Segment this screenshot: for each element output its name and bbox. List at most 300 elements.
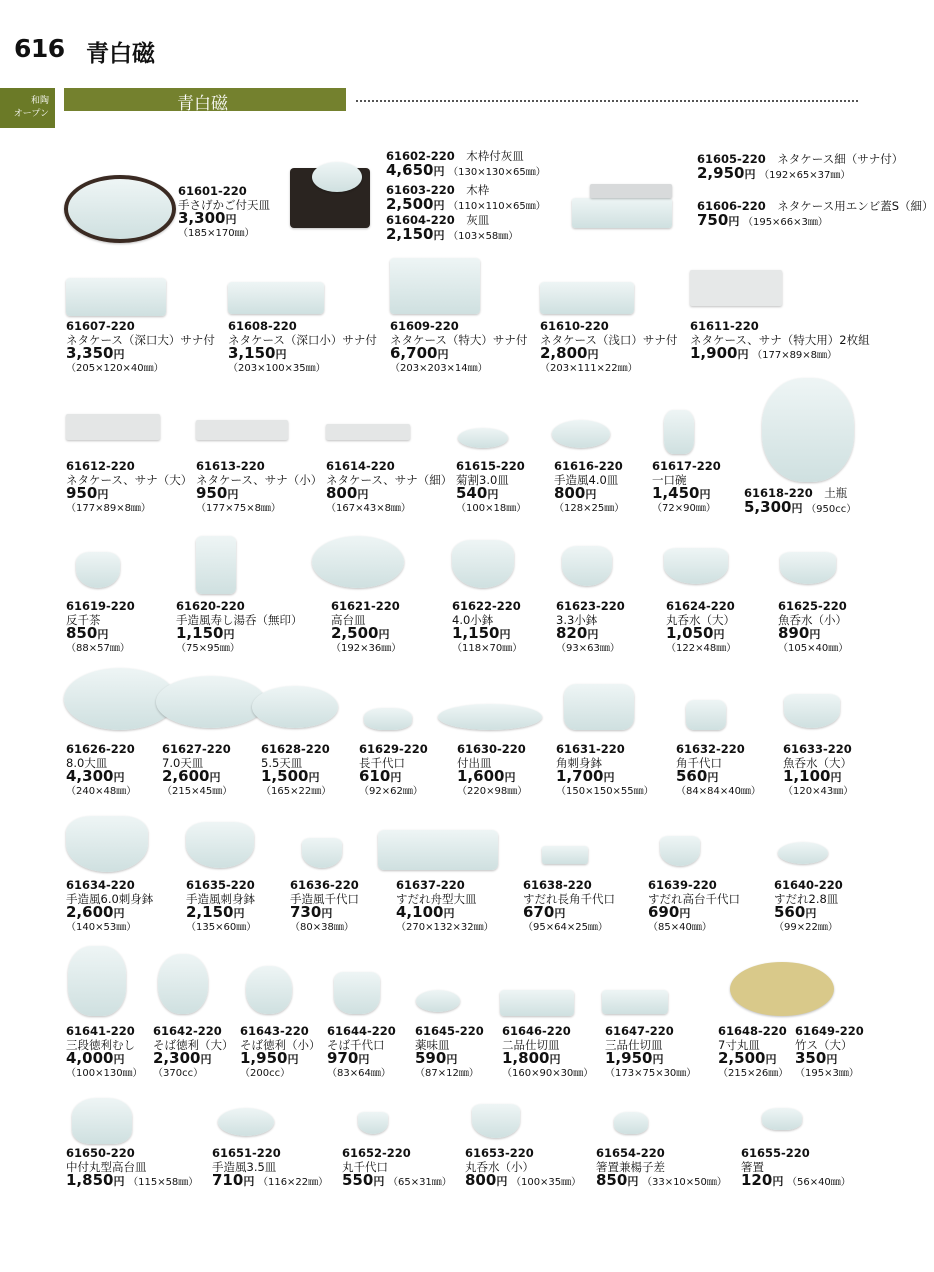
product-name: 木枠付灰皿 xyxy=(466,149,524,163)
product-spec: （80×38㎜） xyxy=(290,921,354,933)
product-name: 箸置 xyxy=(741,1159,764,1174)
product-spec: （75×95㎜） xyxy=(176,642,240,654)
product-name: 5.5天皿 xyxy=(261,755,303,770)
product-price: 1,100 xyxy=(783,767,831,785)
product-code: 61631-220 xyxy=(556,742,625,756)
product-item[interactable] xyxy=(386,214,518,243)
takadai-round-plate-photo xyxy=(72,1098,132,1144)
product-item[interactable] xyxy=(666,600,736,655)
banner-dotted-rule xyxy=(356,100,858,102)
product-code: 61637-220 xyxy=(396,878,465,892)
product-item[interactable] xyxy=(331,600,401,655)
product-code: 61607-220 xyxy=(66,319,135,333)
product-price: 4,300 xyxy=(66,767,114,785)
product-name: 長千代口 xyxy=(359,755,405,770)
product-spec: （167×43×8㎜） xyxy=(326,502,411,514)
product-item[interactable] xyxy=(556,743,654,798)
product-name: そば徳利（小） xyxy=(240,1037,321,1052)
product-spec: （65×31㎜） xyxy=(387,1177,452,1188)
product-name: 菊割3.0皿 xyxy=(456,472,509,487)
category-banner xyxy=(64,88,346,114)
product-item[interactable] xyxy=(66,600,135,655)
product-name: 三段徳利むし xyxy=(66,1037,135,1052)
product-price: 560 xyxy=(676,767,708,785)
product-item[interactable] xyxy=(795,1025,864,1080)
kobachi-4-photo xyxy=(452,540,514,588)
yen-unit: 円 xyxy=(308,771,320,784)
product-code: 61650-220 xyxy=(66,1146,135,1160)
yen-unit: 円 xyxy=(728,214,740,228)
product-price: 2,500 xyxy=(718,1049,766,1067)
product-spec: （56×40㎜） xyxy=(786,1177,851,1188)
product-code: 61604-220 xyxy=(386,213,455,227)
tonsui-fish-large-photo xyxy=(784,694,840,728)
product-name: 手造風寿し湯呑（無印） xyxy=(176,612,303,627)
product-spec: （950cc） xyxy=(806,503,857,515)
product-price: 2,950 xyxy=(697,163,745,182)
product-item[interactable] xyxy=(66,1147,198,1190)
yen-unit: 円 xyxy=(227,488,239,501)
product-spec: （270×132×32㎜） xyxy=(396,921,494,933)
ashtray-photo xyxy=(312,162,362,192)
tenzara-7-photo xyxy=(156,676,266,728)
product-spec: （84×84×40㎜） xyxy=(676,785,761,797)
product-spec: （370cc） xyxy=(153,1067,204,1079)
tezukuri-35-plate-photo xyxy=(218,1108,274,1136)
yen-unit: 円 xyxy=(373,1175,385,1188)
yen-unit: 円 xyxy=(390,771,402,784)
product-price: 690 xyxy=(648,903,680,921)
product-code: 61636-220 xyxy=(290,878,359,892)
product-item[interactable] xyxy=(690,320,870,363)
product-price: 890 xyxy=(778,624,810,642)
yen-unit: 円 xyxy=(321,907,333,920)
product-name: 3.3小鉢 xyxy=(556,612,598,627)
section-tab-line-2: オープン xyxy=(13,109,49,119)
product-code: 61645-220 xyxy=(415,1024,484,1038)
product-spec: （118×70㎜） xyxy=(452,642,523,654)
product-item[interactable] xyxy=(778,600,848,655)
soba-chokuguchi-photo xyxy=(334,972,380,1014)
section-tab[interactable] xyxy=(0,88,55,128)
product-price: 4,000 xyxy=(66,1049,114,1067)
product-spec: （105×40㎜） xyxy=(778,642,849,654)
product-spec: （215×45㎜） xyxy=(162,785,233,797)
product-code: 61644-220 xyxy=(327,1024,396,1038)
product-spec: （130×130×65㎜） xyxy=(448,166,546,178)
product-code: 61611-220 xyxy=(690,319,759,333)
product-item[interactable] xyxy=(162,743,232,798)
yen-unit: 円 xyxy=(627,1175,639,1188)
tonsui-small-photo xyxy=(780,552,836,584)
product-price: 590 xyxy=(415,1049,447,1067)
product-name: 木枠 xyxy=(466,183,490,197)
product-name: ネタケース、サナ（特大用）2枚組 xyxy=(690,332,870,347)
product-name: ネタケース、サナ（細） xyxy=(326,472,453,487)
product-spec: （160×90×30㎜） xyxy=(502,1067,594,1079)
product-item[interactable] xyxy=(176,600,303,655)
yen-unit: 円 xyxy=(287,1053,299,1066)
product-code: 61623-220 xyxy=(556,599,625,613)
product-price: 1,150 xyxy=(176,624,224,642)
yen-unit: 円 xyxy=(433,164,445,178)
product-code: 61632-220 xyxy=(676,742,745,756)
product-code: 61653-220 xyxy=(465,1146,534,1160)
product-price: 1,700 xyxy=(556,767,604,785)
product-name: ネタケース細（サナ付） xyxy=(777,152,904,166)
yen-unit: 円 xyxy=(358,1053,370,1066)
category-banner-text: 青白磁 xyxy=(177,94,228,114)
yen-unit: 円 xyxy=(357,488,369,501)
product-item[interactable] xyxy=(196,460,322,515)
product-price: 2,500 xyxy=(386,194,434,213)
product-item[interactable] xyxy=(390,320,527,375)
product-item[interactable] xyxy=(66,320,215,375)
product-code: 61630-220 xyxy=(457,742,526,756)
product-spec: （99×22㎜） xyxy=(774,921,838,933)
product-code: 61641-220 xyxy=(66,1024,135,1038)
product-item[interactable] xyxy=(456,460,526,515)
product-item[interactable] xyxy=(178,185,270,240)
product-code: 61617-220 xyxy=(652,459,721,473)
product-item[interactable] xyxy=(386,184,546,213)
product-price: 1,900 xyxy=(690,344,738,362)
product-code: 61652-220 xyxy=(342,1146,411,1160)
product-code: 61602-220 xyxy=(386,149,455,163)
sana-narrow-photo xyxy=(326,424,410,440)
product-spec: （195×66×3㎜） xyxy=(742,216,828,228)
product-item[interactable] xyxy=(66,1025,143,1080)
yen-unit: 円 xyxy=(587,348,599,361)
product-spec: （100×130㎜） xyxy=(66,1067,143,1079)
product-code: 61648-220 xyxy=(718,1024,787,1038)
neta-case-shallow-photo xyxy=(540,282,634,314)
product-price: 710 xyxy=(212,1171,244,1189)
product-price: 970 xyxy=(327,1049,359,1067)
product-spec: （87×12㎜） xyxy=(415,1067,479,1079)
product-code: 61640-220 xyxy=(774,878,843,892)
yen-unit: 円 xyxy=(378,628,390,641)
product-code: 61643-220 xyxy=(240,1024,309,1038)
product-price: 1,150 xyxy=(452,624,500,642)
product-name: ネタケース（浅口）サナ付 xyxy=(540,332,678,347)
product-code: 61638-220 xyxy=(523,878,592,892)
product-name: 土瓶 xyxy=(824,486,848,500)
product-spec: （122×48㎜） xyxy=(666,642,737,654)
product-item[interactable] xyxy=(386,150,546,179)
product-code: 61655-220 xyxy=(741,1146,810,1160)
sanhin-plate-photo xyxy=(602,990,668,1014)
tezukuri-plate-photo xyxy=(552,420,610,448)
product-name: 魚呑水（大） xyxy=(783,755,852,770)
product-name: 8.0大皿 xyxy=(66,755,108,770)
product-name: すだれ舟型大皿 xyxy=(396,891,477,906)
neta-case-xl-photo xyxy=(390,258,480,314)
product-item[interactable] xyxy=(676,743,761,798)
product-price: 800 xyxy=(554,484,586,502)
product-code: 61612-220 xyxy=(66,459,135,473)
sudare-kaku-chokuguchi-photo xyxy=(542,846,588,864)
product-name: 一口碗 xyxy=(652,472,687,487)
product-spec: （192×65×37㎜） xyxy=(759,169,851,181)
product-item[interactable] xyxy=(359,743,428,798)
product-name: 角千代口 xyxy=(676,755,722,770)
product-name: 三品仕切皿 xyxy=(605,1037,663,1052)
product-item[interactable] xyxy=(326,460,452,515)
product-item[interactable] xyxy=(66,743,136,798)
yen-unit: 円 xyxy=(713,628,725,641)
product-price: 2,150 xyxy=(186,903,234,921)
product-price: 2,150 xyxy=(386,224,434,243)
product-name: 手造風3.5皿 xyxy=(212,1159,277,1174)
product-name: 手造風千代口 xyxy=(290,891,359,906)
product-code: 61627-220 xyxy=(162,742,231,756)
product-item[interactable] xyxy=(697,200,934,229)
product-code: 61610-220 xyxy=(540,319,609,333)
product-price: 2,600 xyxy=(66,903,114,921)
sana-small-photo xyxy=(196,420,288,440)
tenzara-55-photo xyxy=(252,686,338,728)
product-item[interactable] xyxy=(465,1147,581,1190)
product-name: 薬味皿 xyxy=(415,1037,450,1052)
product-spec: （177×89×8㎜） xyxy=(66,502,151,514)
product-price: 540 xyxy=(456,484,488,502)
product-spec: （177×89×8㎜） xyxy=(752,350,838,361)
product-spec: （93×63㎜） xyxy=(556,642,620,654)
product-code: 61608-220 xyxy=(228,319,297,333)
product-item[interactable] xyxy=(66,879,153,934)
product-spec: （215×26㎜） xyxy=(718,1067,789,1079)
product-item[interactable] xyxy=(457,743,527,798)
product-item[interactable] xyxy=(290,879,359,934)
yunomi-photo xyxy=(196,536,236,594)
product-item[interactable] xyxy=(556,600,625,655)
product-code: 61622-220 xyxy=(452,599,521,613)
product-item[interactable] xyxy=(186,879,256,934)
yen-unit: 円 xyxy=(113,907,125,920)
product-item[interactable] xyxy=(261,743,331,798)
sudare-takadai-photo xyxy=(660,836,700,866)
yen-unit: 円 xyxy=(830,771,842,784)
product-code: 61629-220 xyxy=(359,742,428,756)
product-price: 120 xyxy=(741,1171,773,1189)
yen-unit: 円 xyxy=(113,771,125,784)
yen-unit: 円 xyxy=(585,488,597,501)
product-spec: （177×75×8㎜） xyxy=(196,502,281,514)
yen-unit: 円 xyxy=(744,167,756,181)
neta-case-narrow-photo xyxy=(572,198,672,228)
product-name: すだれ長角千代口 xyxy=(523,891,615,906)
yen-unit: 円 xyxy=(737,348,749,361)
product-item[interactable] xyxy=(554,460,624,515)
product-spec: （103×58㎜） xyxy=(448,230,519,242)
product-price: 550 xyxy=(342,1171,374,1189)
neta-case-deep-small-photo xyxy=(228,282,324,314)
product-spec: （203×100×35㎜） xyxy=(228,362,326,374)
product-spec: （135×60㎜） xyxy=(186,921,257,933)
tonsui-large-photo xyxy=(664,548,728,584)
product-code: 61624-220 xyxy=(666,599,735,613)
product-code: 61634-220 xyxy=(66,878,135,892)
product-item[interactable] xyxy=(540,320,677,375)
yen-unit: 円 xyxy=(113,1053,125,1066)
product-spec: （195×3㎜） xyxy=(795,1067,859,1079)
yen-unit: 円 xyxy=(113,348,125,361)
page-title: 青白磁 xyxy=(86,41,155,67)
kikuwari-plate-photo xyxy=(458,428,508,448)
tsukedashi-plate-photo xyxy=(438,704,542,730)
product-name: 箸置兼楊子差 xyxy=(596,1159,665,1174)
product-item[interactable] xyxy=(452,600,522,655)
yen-unit: 円 xyxy=(504,771,516,784)
yen-unit: 円 xyxy=(603,771,615,784)
product-name: 丸呑水（大） xyxy=(666,612,735,627)
kaku-sashimi-bowl-photo xyxy=(564,684,634,730)
product-price: 1,600 xyxy=(457,767,505,785)
product-item[interactable] xyxy=(523,879,615,934)
product-item[interactable] xyxy=(741,1147,851,1190)
product-item[interactable] xyxy=(228,320,377,375)
product-item[interactable] xyxy=(342,1147,452,1190)
kaku-chokuguchi-photo xyxy=(686,700,726,730)
product-price: 820 xyxy=(556,624,588,642)
product-spec: （100×18㎜） xyxy=(456,502,527,514)
product-name: 丸千代口 xyxy=(342,1159,388,1174)
product-item[interactable] xyxy=(502,1025,593,1080)
yen-unit: 円 xyxy=(113,1175,125,1188)
yen-unit: 円 xyxy=(233,907,245,920)
product-name: ネタケース（深口小）サナ付 xyxy=(228,332,377,347)
soba-tokkuri-small-photo xyxy=(246,966,292,1014)
yen-unit: 円 xyxy=(433,198,445,212)
product-code: 61621-220 xyxy=(331,599,400,613)
product-item[interactable] xyxy=(153,1025,234,1080)
product-name: 灰皿 xyxy=(466,213,490,227)
product-code: 61603-220 xyxy=(386,183,455,197)
hashioki-photo xyxy=(762,1108,802,1130)
product-item[interactable] xyxy=(240,1025,321,1080)
product-spec: （185×170㎜） xyxy=(178,227,255,239)
product-item[interactable] xyxy=(697,153,903,182)
product-item[interactable] xyxy=(66,460,192,515)
naga-chokuguchi-photo xyxy=(364,708,412,730)
neta-case-deep-large-photo xyxy=(66,278,166,316)
product-item[interactable] xyxy=(774,879,843,934)
yen-unit: 円 xyxy=(275,348,287,361)
product-price: 950 xyxy=(196,484,228,502)
product-spec: （92×62㎜） xyxy=(359,785,423,797)
product-spec: （85×40㎜） xyxy=(648,921,712,933)
product-spec: （150×150×55㎜） xyxy=(556,785,654,797)
dobin-pot-photo xyxy=(762,378,854,482)
yen-unit: 円 xyxy=(699,488,711,501)
product-item[interactable] xyxy=(212,1147,328,1190)
product-price: 670 xyxy=(523,903,555,921)
product-price: 730 xyxy=(290,903,322,921)
funagata-plate-photo xyxy=(378,830,498,870)
product-item[interactable] xyxy=(605,1025,696,1080)
product-spec: （205×120×40㎜） xyxy=(66,362,164,374)
yen-unit: 円 xyxy=(97,488,109,501)
yen-unit: 円 xyxy=(209,771,221,784)
product-price: 350 xyxy=(795,1049,827,1067)
product-spec: （115×58㎜） xyxy=(128,1177,199,1188)
product-code: 61628-220 xyxy=(261,742,330,756)
product-item[interactable] xyxy=(652,460,721,515)
product-name: 付出皿 xyxy=(457,755,492,770)
product-spec: （203×111×22㎜） xyxy=(540,362,638,374)
product-name: 手造風刺身鉢 xyxy=(186,891,255,906)
basket-tray-photo xyxy=(64,175,176,243)
product-price: 850 xyxy=(66,624,98,642)
product-spec: （165×22㎜） xyxy=(261,785,332,797)
takadai-plate-photo xyxy=(312,536,404,588)
product-name: すだれ2.8皿 xyxy=(774,891,839,906)
product-code: 61615-220 xyxy=(456,459,525,473)
product-price: 2,600 xyxy=(162,767,210,785)
product-code: 61625-220 xyxy=(778,599,847,613)
product-name: 丸呑水（小） xyxy=(465,1159,534,1174)
yen-unit: 円 xyxy=(487,488,499,501)
yen-unit: 円 xyxy=(443,907,455,920)
product-item[interactable] xyxy=(718,1025,788,1080)
product-spec: （173×75×30㎜） xyxy=(605,1067,697,1079)
hashioki-yoji-photo xyxy=(614,1112,648,1134)
product-code: 61642-220 xyxy=(153,1024,222,1038)
product-item[interactable] xyxy=(783,743,853,798)
product-spec: （200cc） xyxy=(240,1067,291,1079)
product-spec: （72×90㎜） xyxy=(652,502,716,514)
yen-unit: 円 xyxy=(765,1053,777,1066)
yen-unit: 円 xyxy=(243,1175,255,1188)
product-name: 中付丸型高台皿 xyxy=(66,1159,147,1174)
product-code: 61649-220 xyxy=(795,1024,864,1038)
yen-unit: 円 xyxy=(587,628,599,641)
product-spec: （240×48㎜） xyxy=(66,785,137,797)
yen-unit: 円 xyxy=(446,1053,458,1066)
tezukuri-chokuguchi-photo xyxy=(302,838,342,868)
product-item[interactable] xyxy=(744,487,856,516)
product-item[interactable] xyxy=(327,1025,396,1080)
yen-unit: 円 xyxy=(791,501,803,515)
product-code: 61639-220 xyxy=(648,878,717,892)
product-item[interactable] xyxy=(415,1025,484,1080)
product-price: 1,850 xyxy=(66,1171,114,1189)
product-price: 2,800 xyxy=(540,344,588,362)
product-code: 61605-220 xyxy=(697,152,766,166)
yakumi-plate-photo xyxy=(416,990,460,1012)
yen-unit: 円 xyxy=(679,907,691,920)
product-price: 6,700 xyxy=(390,344,438,362)
lid-photo xyxy=(590,184,672,198)
yen-unit: 円 xyxy=(652,1053,664,1066)
product-spec: （110×110×65㎜） xyxy=(448,200,546,212)
product-code: 61647-220 xyxy=(605,1024,674,1038)
product-item[interactable] xyxy=(596,1147,727,1190)
yen-unit: 円 xyxy=(554,907,566,920)
yen-unit: 円 xyxy=(496,1175,508,1188)
product-item[interactable] xyxy=(396,879,494,934)
product-code: 61654-220 xyxy=(596,1146,665,1160)
sashimi-bowl-photo xyxy=(186,822,254,868)
product-spec: （33×10×50㎜） xyxy=(641,1177,727,1188)
product-price: 2,500 xyxy=(331,624,379,642)
product-code: 61609-220 xyxy=(390,319,459,333)
product-code: 61613-220 xyxy=(196,459,265,473)
product-item[interactable] xyxy=(648,879,740,934)
product-code: 61601-220 xyxy=(178,184,247,198)
product-spec: （100×35㎜） xyxy=(510,1177,582,1188)
